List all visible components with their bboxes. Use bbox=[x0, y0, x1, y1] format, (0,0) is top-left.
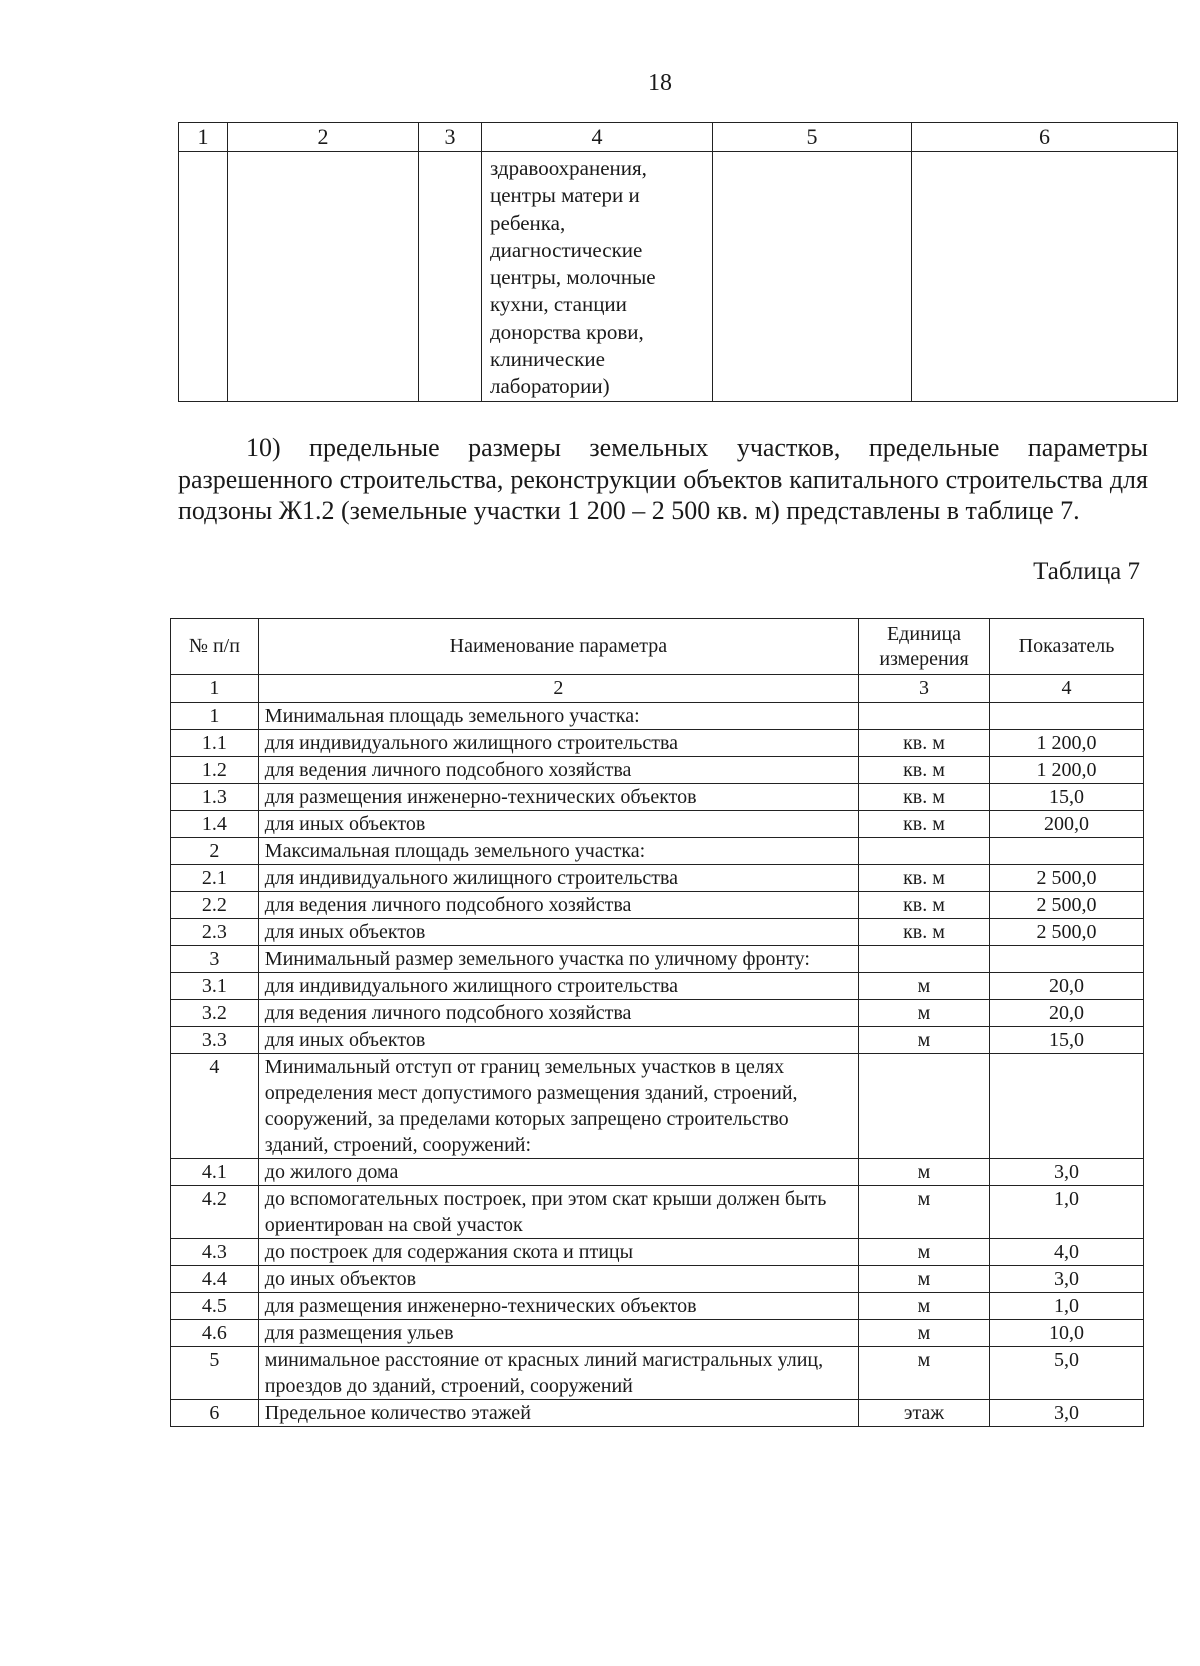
unit: м bbox=[858, 1293, 989, 1320]
parameter-name: минимальное расстояние от красных линий магистральных улиц, проездов до зданий, строений, сооружений bbox=[258, 1347, 858, 1400]
value bbox=[990, 838, 1144, 865]
parameter-name: Минимальная площадь земельного участка: bbox=[258, 703, 858, 730]
row-number: 3.2 bbox=[171, 1000, 259, 1027]
parameter-name: до построек для содержания скота и птицы bbox=[258, 1239, 858, 1266]
unit: кв. м bbox=[858, 784, 989, 811]
table-row bbox=[171, 1186, 1144, 1239]
value: 1 200,0 bbox=[990, 757, 1144, 784]
col-header-1: 1 bbox=[179, 123, 228, 152]
row-number: 1.1 bbox=[171, 730, 259, 757]
parameter-name: для индивидуального жилищного строительства bbox=[258, 865, 858, 892]
parameter-name: Предельное количество этажей bbox=[258, 1400, 858, 1427]
unit: м bbox=[858, 1347, 989, 1400]
parameter-name: для индивидуального жилищного строительства bbox=[258, 973, 858, 1000]
table-row bbox=[171, 1320, 1144, 1347]
paragraph-text: 10) предельные размеры земельных участков, предельные параметры разрешенного строительства, реконструкции объектов капитального строительства для подзоны Ж1.2 (земельные участки 1 200 – 2 500 кв. м) представлены в таблице 7. bbox=[178, 433, 1148, 525]
table-row bbox=[171, 946, 1144, 973]
row-number: 2.3 bbox=[171, 919, 259, 946]
cont-cell-4 bbox=[482, 152, 713, 402]
cont-cell-2 bbox=[228, 152, 419, 402]
table-row bbox=[171, 892, 1144, 919]
row-number: 4.1 bbox=[171, 1159, 259, 1186]
unit bbox=[858, 838, 989, 865]
table-row bbox=[171, 1159, 1144, 1186]
parameter-name: для иных объектов bbox=[258, 919, 858, 946]
table-row bbox=[171, 1266, 1144, 1293]
paragraph-10 bbox=[178, 432, 1148, 527]
unit: м bbox=[858, 1186, 989, 1239]
col-header-5: 5 bbox=[713, 123, 912, 152]
unit bbox=[858, 1054, 989, 1159]
table-row bbox=[171, 1054, 1144, 1159]
value: 3,0 bbox=[990, 1159, 1144, 1186]
cont-cell-6 bbox=[912, 152, 1178, 402]
value: 2 500,0 bbox=[990, 865, 1144, 892]
cont-cell-5 bbox=[713, 152, 912, 402]
row-number: 4.6 bbox=[171, 1320, 259, 1347]
row-number: 1.4 bbox=[171, 811, 259, 838]
cont-cell-1 bbox=[179, 152, 228, 402]
value: 2 500,0 bbox=[990, 919, 1144, 946]
unit bbox=[858, 703, 989, 730]
value bbox=[990, 703, 1144, 730]
unit bbox=[858, 946, 989, 973]
value bbox=[990, 1054, 1144, 1159]
table-row bbox=[171, 1027, 1144, 1054]
header-value: Показатель bbox=[990, 619, 1144, 675]
row-number: 2.2 bbox=[171, 892, 259, 919]
unit: м bbox=[858, 973, 989, 1000]
header-number: № п/п bbox=[171, 619, 259, 675]
row-number: 2 bbox=[171, 838, 259, 865]
parameter-name: для размещения инженерно-технических объектов bbox=[258, 1293, 858, 1320]
parameter-name: Максимальная площадь земельного участка: bbox=[258, 838, 858, 865]
value: 15,0 bbox=[990, 1027, 1144, 1054]
unit: м bbox=[858, 1239, 989, 1266]
page-number: 18 bbox=[648, 70, 672, 96]
row-number: 3.3 bbox=[171, 1027, 259, 1054]
unit: кв. м bbox=[858, 865, 989, 892]
row-number: 3.1 bbox=[171, 973, 259, 1000]
col-number-1: 1 bbox=[171, 675, 259, 703]
col-number-2: 2 bbox=[258, 675, 858, 703]
row-number: 4.2 bbox=[171, 1186, 259, 1239]
parameter-name: для размещения ульев bbox=[258, 1320, 858, 1347]
row-number: 4.4 bbox=[171, 1266, 259, 1293]
table-7-body bbox=[171, 703, 1144, 1427]
col-header-2: 2 bbox=[228, 123, 419, 152]
value: 2 500,0 bbox=[990, 892, 1144, 919]
parameter-name: до вспомогательных построек, при этом скат крыши должен быть ориентирован на свой участок bbox=[258, 1186, 858, 1239]
value: 3,0 bbox=[990, 1400, 1144, 1427]
col-number-4: 4 bbox=[990, 675, 1144, 703]
parameter-name: для размещения инженерно-технических объектов bbox=[258, 784, 858, 811]
col-header-3: 3 bbox=[419, 123, 482, 152]
table-row bbox=[171, 811, 1144, 838]
parameter-name: для ведения личного подсобного хозяйства bbox=[258, 1000, 858, 1027]
header-parameter-name: Наименование параметра bbox=[258, 619, 858, 675]
table-row bbox=[171, 1239, 1144, 1266]
unit: кв. м bbox=[858, 811, 989, 838]
row-number: 1 bbox=[171, 703, 259, 730]
row-number: 5 bbox=[171, 1347, 259, 1400]
row-number: 3 bbox=[171, 946, 259, 973]
unit: кв. м bbox=[858, 919, 989, 946]
unit: м bbox=[858, 1159, 989, 1186]
value: 1 200,0 bbox=[990, 730, 1144, 757]
value: 4,0 bbox=[990, 1239, 1144, 1266]
parameter-name: Минимальный отступ от границ земельных участков в целях определения мест допустимого размещения зданий, строений, сооружений, за пределами которых запрещено строительство зданий, строений, сооружений: bbox=[258, 1054, 858, 1159]
table-row bbox=[171, 973, 1144, 1000]
cont-cell-3 bbox=[419, 152, 482, 402]
table-row bbox=[171, 865, 1144, 892]
unit: м bbox=[858, 1266, 989, 1293]
row-number: 4.5 bbox=[171, 1293, 259, 1320]
row-number: 4.3 bbox=[171, 1239, 259, 1266]
table-row bbox=[171, 730, 1144, 757]
row-number: 4 bbox=[171, 1054, 259, 1159]
value: 5,0 bbox=[990, 1347, 1144, 1400]
parameter-name: до иных объектов bbox=[258, 1266, 858, 1293]
table-row bbox=[171, 1347, 1144, 1400]
value bbox=[990, 946, 1144, 973]
unit: этаж bbox=[858, 1400, 989, 1427]
cont-cell-4-text: здравоохранения, центры матери и ребенка, диагностические центры, молочные кухни, станции донорства крови, клинические лаборатории) bbox=[490, 156, 656, 399]
table-row bbox=[171, 1000, 1144, 1027]
row-number: 6 bbox=[171, 1400, 259, 1427]
unit: кв. м bbox=[858, 730, 989, 757]
value: 10,0 bbox=[990, 1320, 1144, 1347]
parameter-name: для ведения личного подсобного хозяйства bbox=[258, 757, 858, 784]
table-7 bbox=[170, 618, 1144, 1427]
row-number: 1.2 bbox=[171, 757, 259, 784]
value: 200,0 bbox=[990, 811, 1144, 838]
value: 20,0 bbox=[990, 973, 1144, 1000]
parameter-name: для иных объектов bbox=[258, 811, 858, 838]
unit: м bbox=[858, 1027, 989, 1054]
unit: кв. м bbox=[858, 757, 989, 784]
row-number: 2.1 bbox=[171, 865, 259, 892]
parameter-name: для индивидуального жилищного строительства bbox=[258, 730, 858, 757]
header-unit: Единица измерения bbox=[858, 619, 989, 675]
parameter-name: для иных объектов bbox=[258, 1027, 858, 1054]
value: 3,0 bbox=[990, 1266, 1144, 1293]
row-number: 1.3 bbox=[171, 784, 259, 811]
unit: кв. м bbox=[858, 892, 989, 919]
value: 1,0 bbox=[990, 1293, 1144, 1320]
table-caption: Таблица 7 bbox=[1033, 558, 1140, 585]
continuation-table bbox=[178, 122, 1178, 402]
value: 1,0 bbox=[990, 1186, 1144, 1239]
table-row bbox=[171, 1293, 1144, 1320]
parameter-name: Минимальный размер земельного участка по уличному фронту: bbox=[258, 946, 858, 973]
col-header-6: 6 bbox=[912, 123, 1178, 152]
col-number-3: 3 bbox=[858, 675, 989, 703]
table-row bbox=[171, 757, 1144, 784]
value: 15,0 bbox=[990, 784, 1144, 811]
table-row bbox=[171, 784, 1144, 811]
parameter-name: для ведения личного подсобного хозяйства bbox=[258, 892, 858, 919]
col-header-4: 4 bbox=[482, 123, 713, 152]
table-row bbox=[171, 838, 1144, 865]
table-row bbox=[171, 919, 1144, 946]
table-row bbox=[171, 1400, 1144, 1427]
parameter-name: до жилого дома bbox=[258, 1159, 858, 1186]
unit: м bbox=[858, 1000, 989, 1027]
value: 20,0 bbox=[990, 1000, 1144, 1027]
unit: м bbox=[858, 1320, 989, 1347]
table-row bbox=[171, 703, 1144, 730]
